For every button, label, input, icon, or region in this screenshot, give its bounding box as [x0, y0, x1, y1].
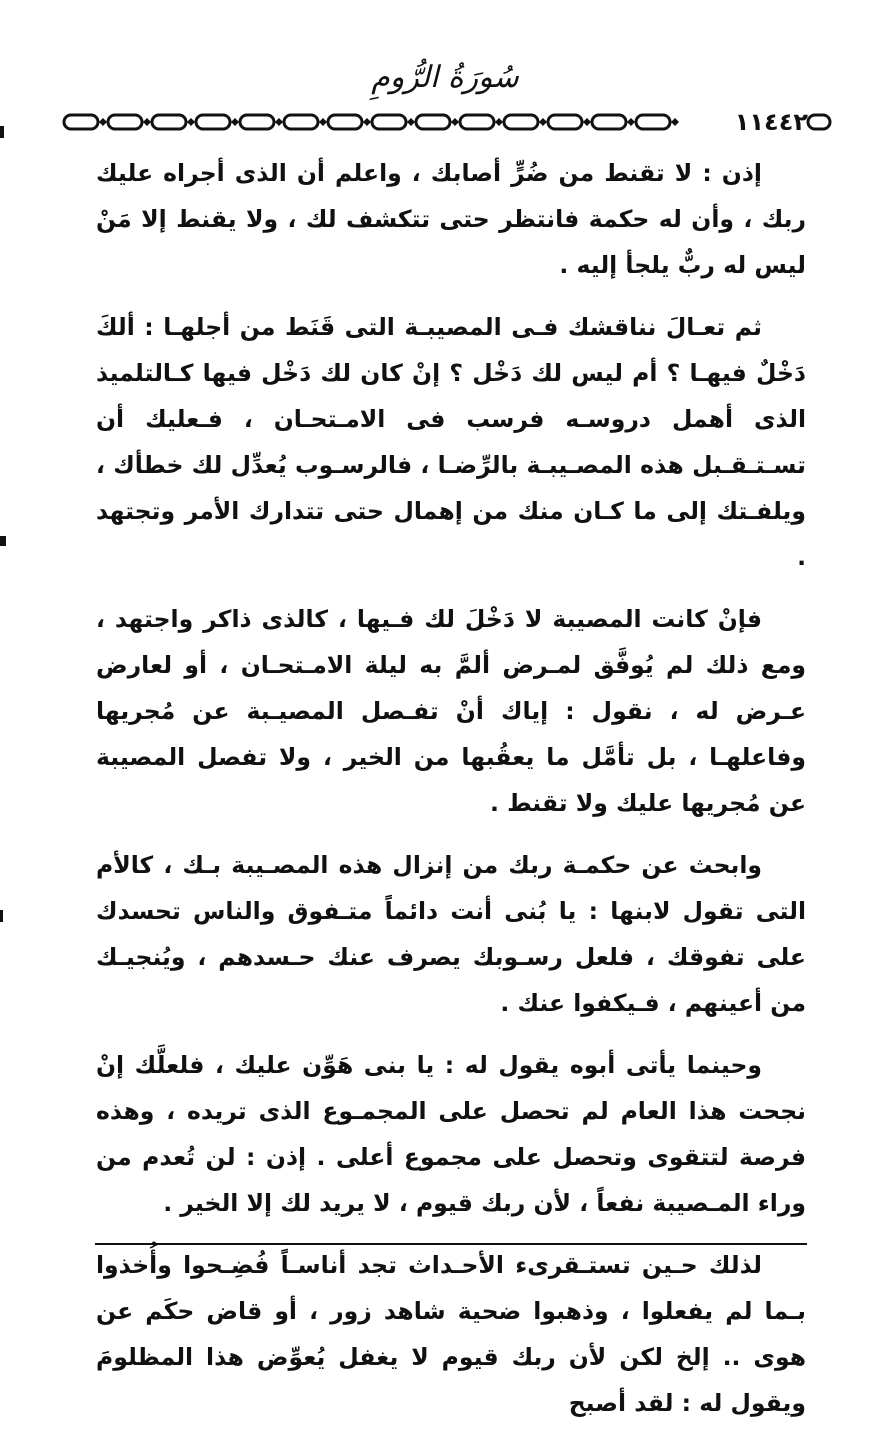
page-number: ١١٤٤٢ — [734, 108, 808, 136]
ornamental-band — [62, 104, 832, 140]
ornament-end-icon — [806, 112, 832, 132]
paragraph-1: إذن : لا تقنط من ضُرٍّ أصابك ، واعلم أن الذى أجراه عليك ربك ، وأن له حكمة فانتظر حتى تتكشف لك ، ولا يقنط إلا مَنْ ليس له ربٌّ يلجأ إليه . — [96, 159, 806, 279]
paragraph-6: لذلك حـين تستـقرىء الأحـداث تجد أناسـاً فُضِـحوا وأُخذوا بـما لم يفعلوا ، وذهبوا ضحية شاهد زور ، أو قاض حكَم عن هوى .. إلخ لكن لأن ربك قيوم لا يغفل يُعوِّض هذا المظلومَ ويقول له : لقد أصبح — [96, 1251, 806, 1417]
paragraph-5: وحينما يأتى أبوه يقول له : يا بنى هَوِّن عليك ، فلعلَّك إنْ نجحت هذا العام لم تحصل على المجمـوع الذى تريده ، وهذه فرصة لتتقوى وتحصل على مجموع أعلى . إذن : لن تُعدم من وراء المـصيبة نفعاً ، لأن ربك قيوم ، لا يريد لك إلا الخير . — [96, 1051, 806, 1217]
chain-ornament-icon — [62, 110, 712, 134]
paragraph-4: وابحث عن حكمـة ربك من إنزال هذه المصـيبة بـك ، كالأم التى تقول لابنها : يا بُنى أنت دائماً متـفوق والناس تحسدك على تفوقك ، فلعل رسـوبك يصرف عنك حـسدهم ، ويُنجيـك من أعينهم ، فـيكفوا عنك . — [96, 851, 806, 1017]
scan-edge-mark — [0, 536, 6, 546]
scan-edge-mark — [0, 126, 4, 138]
paragraph-3: فإنْ كانت المصيبة لا دَخْلَ لك فـيها ، كالذى ذاكر واجتهد ، ومع ذلك لم يُوفَّق لمـرض ألمَّ به ليلة الامـتحـان ، أو لعارض عـرض له ، نقول : إياك أنْ تفـصل المصيـبة عن مُجريها وفاعلهـا ، بل تأمَّل ما يعقُبها من الخير ، ولا تفصل المصيبة عن مُجريها عليك ولا تقنط . — [96, 605, 806, 817]
surah-title: سُورَةُ الرُّومِ — [371, 60, 519, 95]
footer-rule — [95, 1243, 807, 1245]
page-body — [96, 150, 806, 1442]
scan-edge-mark — [0, 910, 3, 922]
paragraph-2: ثم تعـالَ نناقشك فـى المصيبـة التى قَنَط من أجلهـا : ألكَ دَخْلٌ فيهـا ؟ أم ليس لك دَخْل ؟ إنْ كان لك دَخْل فيها كـالتلميذ الذى أهمل دروسـه فرسب فى الامـتحـان ، فـعليك أن تسـتـقـبل هذه المصـيبـة بالرِّضـا ، فالرسـوب يُعدِّل لك خطأك ، ويلفـتك إلى ما كـان منك من إهمال حتى تتدارك الأمر وتجتهد . — [96, 313, 806, 571]
